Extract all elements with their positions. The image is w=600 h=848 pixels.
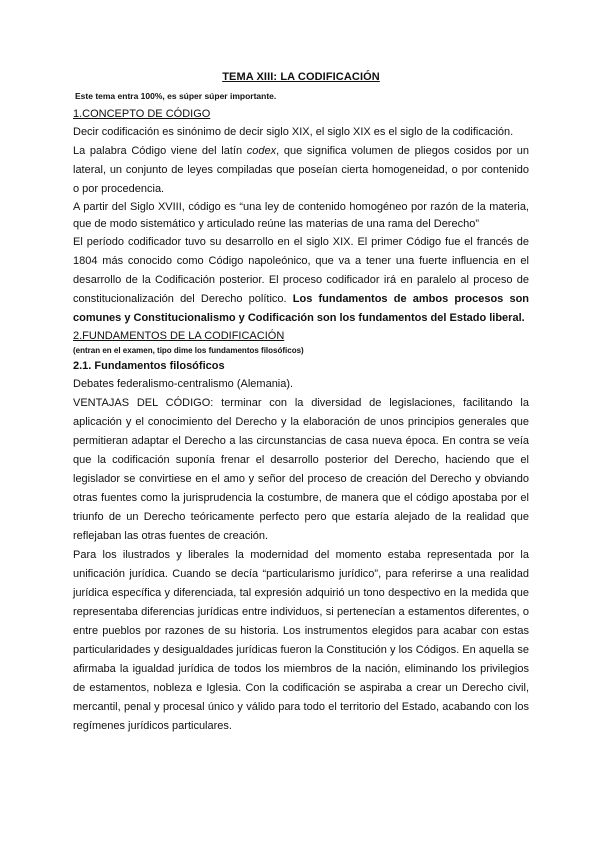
paragraph-siglo-xviii: A partir del Siglo XVIII, código es “una ley de contenido homogéneo por razón de la materia, que de modo sistemático y articulado reúne las materias de una rama del Derecho”: [73, 201, 529, 230]
document-title: TEMA XIII: LA CODIFICACIÓN: [222, 71, 380, 83]
paragraph-periodo-codificador: [73, 233, 529, 328]
paragraph-codificacion-siglo: Decir codificación es sinónimo de decir siglo XIX, el siglo XIX es el siglo de la codificación.: [73, 126, 514, 138]
codex-term: codex: [246, 145, 277, 157]
paragraph-periodo-text: El período codificador tuvo su desarrollo en el siglo XIX. El primer Código fue el francés de 1804 más conocido como Código napoleónico, que va a tener una fuerte influencia en el desarrollo de la Codificación posterior. El proceso codificador irá en paralelo al proceso de constitucionalización del Derecho político.: [73, 236, 529, 305]
paragraph-debates: Debates federalismo-centralismo (Alemania).: [73, 378, 294, 390]
importance-note: Este tema entra 100%, es súper súper importante.: [75, 91, 277, 101]
exam-note: (entran en el examen, tipo dime los fundamentos filosóficos): [73, 346, 304, 355]
paragraph-ilustrados: Para los ilustrados y liberales la modernidad del momento estaba representada por la unificación jurídica. Cuando se decía “particularismo jurídico”, para referirse a una realidad jurídica específica y diferenciada, tal expresión adquirió un tono despectivo en la medida que representaba diferencias jurídicas entre individuos, si pertenecían a estamentos diferentes, o entre pueblos por razones de su historia. Los instrumentos elegidos para acabar con estas particularidades y desigualdades jurídicas fueron la Constitución y los Códigos. En aquella se afirmaba la igualdad jurídica de todos los miembros de la nación, eliminando los privilegios de estamentos, nobleza e Iglesia. Con la codificación se aspiraba a crear un Derecho civil, mercantil, penal y procesal único y válido para todo el territorio del Estado, acabando con los regímenes jurídicos particulares.: [73, 549, 529, 732]
paragraph-codex-text-b: , que significa volumen de pliegos cosidos por un lateral, un conjunto de leyes compiladas que poseían cierta homogeneidad, o por contenido o por procedencia.: [73, 145, 529, 195]
subsection-heading-filosoficos: 2.1. Fundamentos filosóficos: [73, 360, 225, 372]
paragraph-codex-text-a: La palabra Código viene del latín: [73, 145, 247, 157]
paragraph-codex: [73, 142, 529, 199]
section-heading-fundamentos: 2.FUNDAMENTOS DE LA CODIFICACIÓN: [73, 330, 285, 342]
document-body: [73, 70, 529, 736]
section-heading-concepto: 1.CONCEPTO DE CÓDIGO: [73, 108, 211, 120]
paragraph-ventajas: VENTAJAS DEL CÓDIGO: terminar con la diversidad de legislaciones, facilitando la aplicación y el conocimiento del Derecho y la elaboración de unos principios generales que permitieran adaptar el Derecho a las circunstancias de casa nueva época. En contra se veía que la codificación suponía frenar el desarrollo posterior del Derecho, haciendo que el legislador se convirtiese en el amo y señor del proceso de creación del Derecho y obviando otras fuentes como la jurisprudencia la costumbre, de manera que el código apostaba por el triunfo de un Derecho teóricamente perfecto pero que estaría alejado de la realidad que reflejaban las otras fuentes de creación.: [73, 397, 529, 542]
paragraph-periodo-emphasis: Los fundamentos de ambos procesos son comunes y Constitucionalismo y Codificación son los fundamentos del Estado liberal.: [73, 293, 530, 324]
